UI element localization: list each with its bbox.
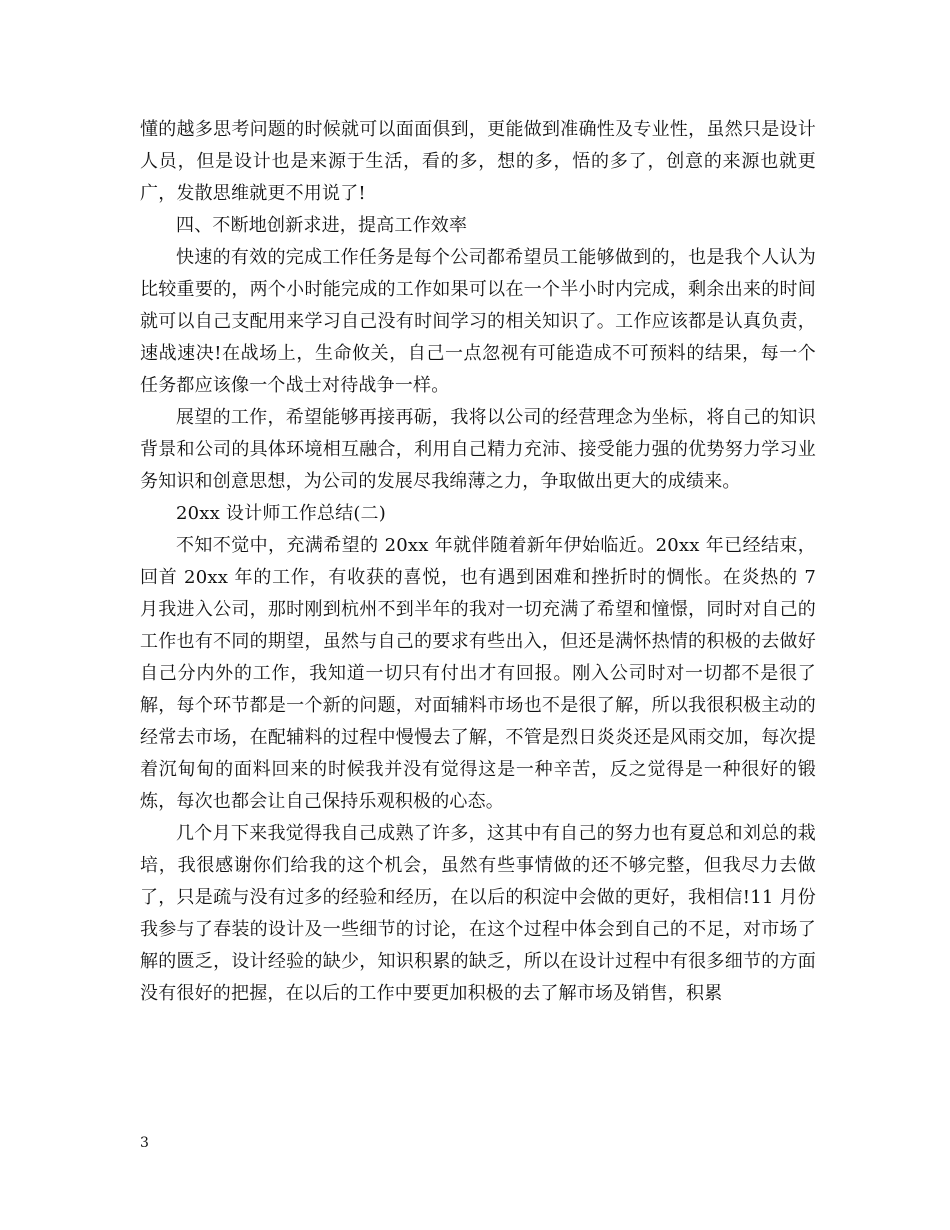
section-title-summary-two: 20xx 设计师工作总结(二) [176,503,386,524]
paragraph-outlook: 展望的工作，希望能够再接再砺，我将以公司的经营理念为坐标，将自己的知识背景和公司的具体环境相互融合，利用自己精力充沛、接受能力强的优势努力学习业务知识和创意思想，为公司的发展尽我绵薄之力，争取做出更大的成绩来。 [140,407,816,492]
paragraph-efficiency: 快速的有效的完成工作任务是每个公司都希望员工能够做到的，也是我个人认为比较重要的，两个小时能完成的工作如果可以在一个半小时内完成，剩余出来的时间就可以自己支配用来学习自己没有时间学习的相关知识了。工作应该都是认真负责，速战速决!在战场上，生命攸关，自己一点忽视有可能造成不可预料的结果，每一个任务都应该像一个战士对待战争一样。 [140,247,816,396]
document-body [140,114,816,1010]
paragraph-continuation: 懂的越多思考问题的时候就可以面面俱到，更能做到准确性及专业性，虽然只是设计人员，但是设计也是来源于生活，看的多，想的多，悟的多了，创意的来源也就更广，发散思维就更不用说了! [140,119,816,204]
section-heading-four: 四、不断地创新求进，提高工作效率 [176,215,468,236]
paragraph-year-review: 不知不觉中，充满希望的 20xx 年就伴随着新年伊始临近。20xx 年已经结束，回首 20xx 年的工作，有收获的喜悦，也有遇到困难和挫折时的惆怅。在炎热的 7 月我进入公司，那时刚到杭州不到半年的我对一切充满了希望和憧憬，同时对自己的工作也有不同的期望，虽然与自己的要求有些出入，但还是满怀热情的积极的去做好自己分内外的工作，我知道一切只有付出才有回报。刚入公司时对一切都不是很了解，每个环节都是一个新的问题，对面辅料市场也不是很了解，所以我很积极主动的经常去市场，在配辅料的过程中慢慢去了解，不管是烈日炎炎还是风雨交加，每次提着沉甸甸的面料回来的时候我并没有觉得这是一种辛苦，反之觉得是一种很好的锻炼，每次也都会让自己保持乐观积极的心态。 [140,535,816,812]
paragraph-growth: 几个月下来我觉得我自己成熟了许多，这其中有自己的努力也有夏总和刘总的栽培，我很感谢你们给我的这个机会，虽然有些事情做的还不够完整，但我尽力去做了，只是疏与没有过多的经验和经历，在以后的积淀中会做的更好，我相信!11 月份我参与了春装的设计及一些细节的讨论，在这个过程中体会到自己的不足，对市场了解的匮乏，设计经验的缺少，知识积累的缺乏，所以在设计过程中有很多细节的方面没有很好的把握，在以后的工作中要更加积极的去了解市场及销售，积累 [140,823,816,1004]
page-number: 3 [140,1135,149,1151]
